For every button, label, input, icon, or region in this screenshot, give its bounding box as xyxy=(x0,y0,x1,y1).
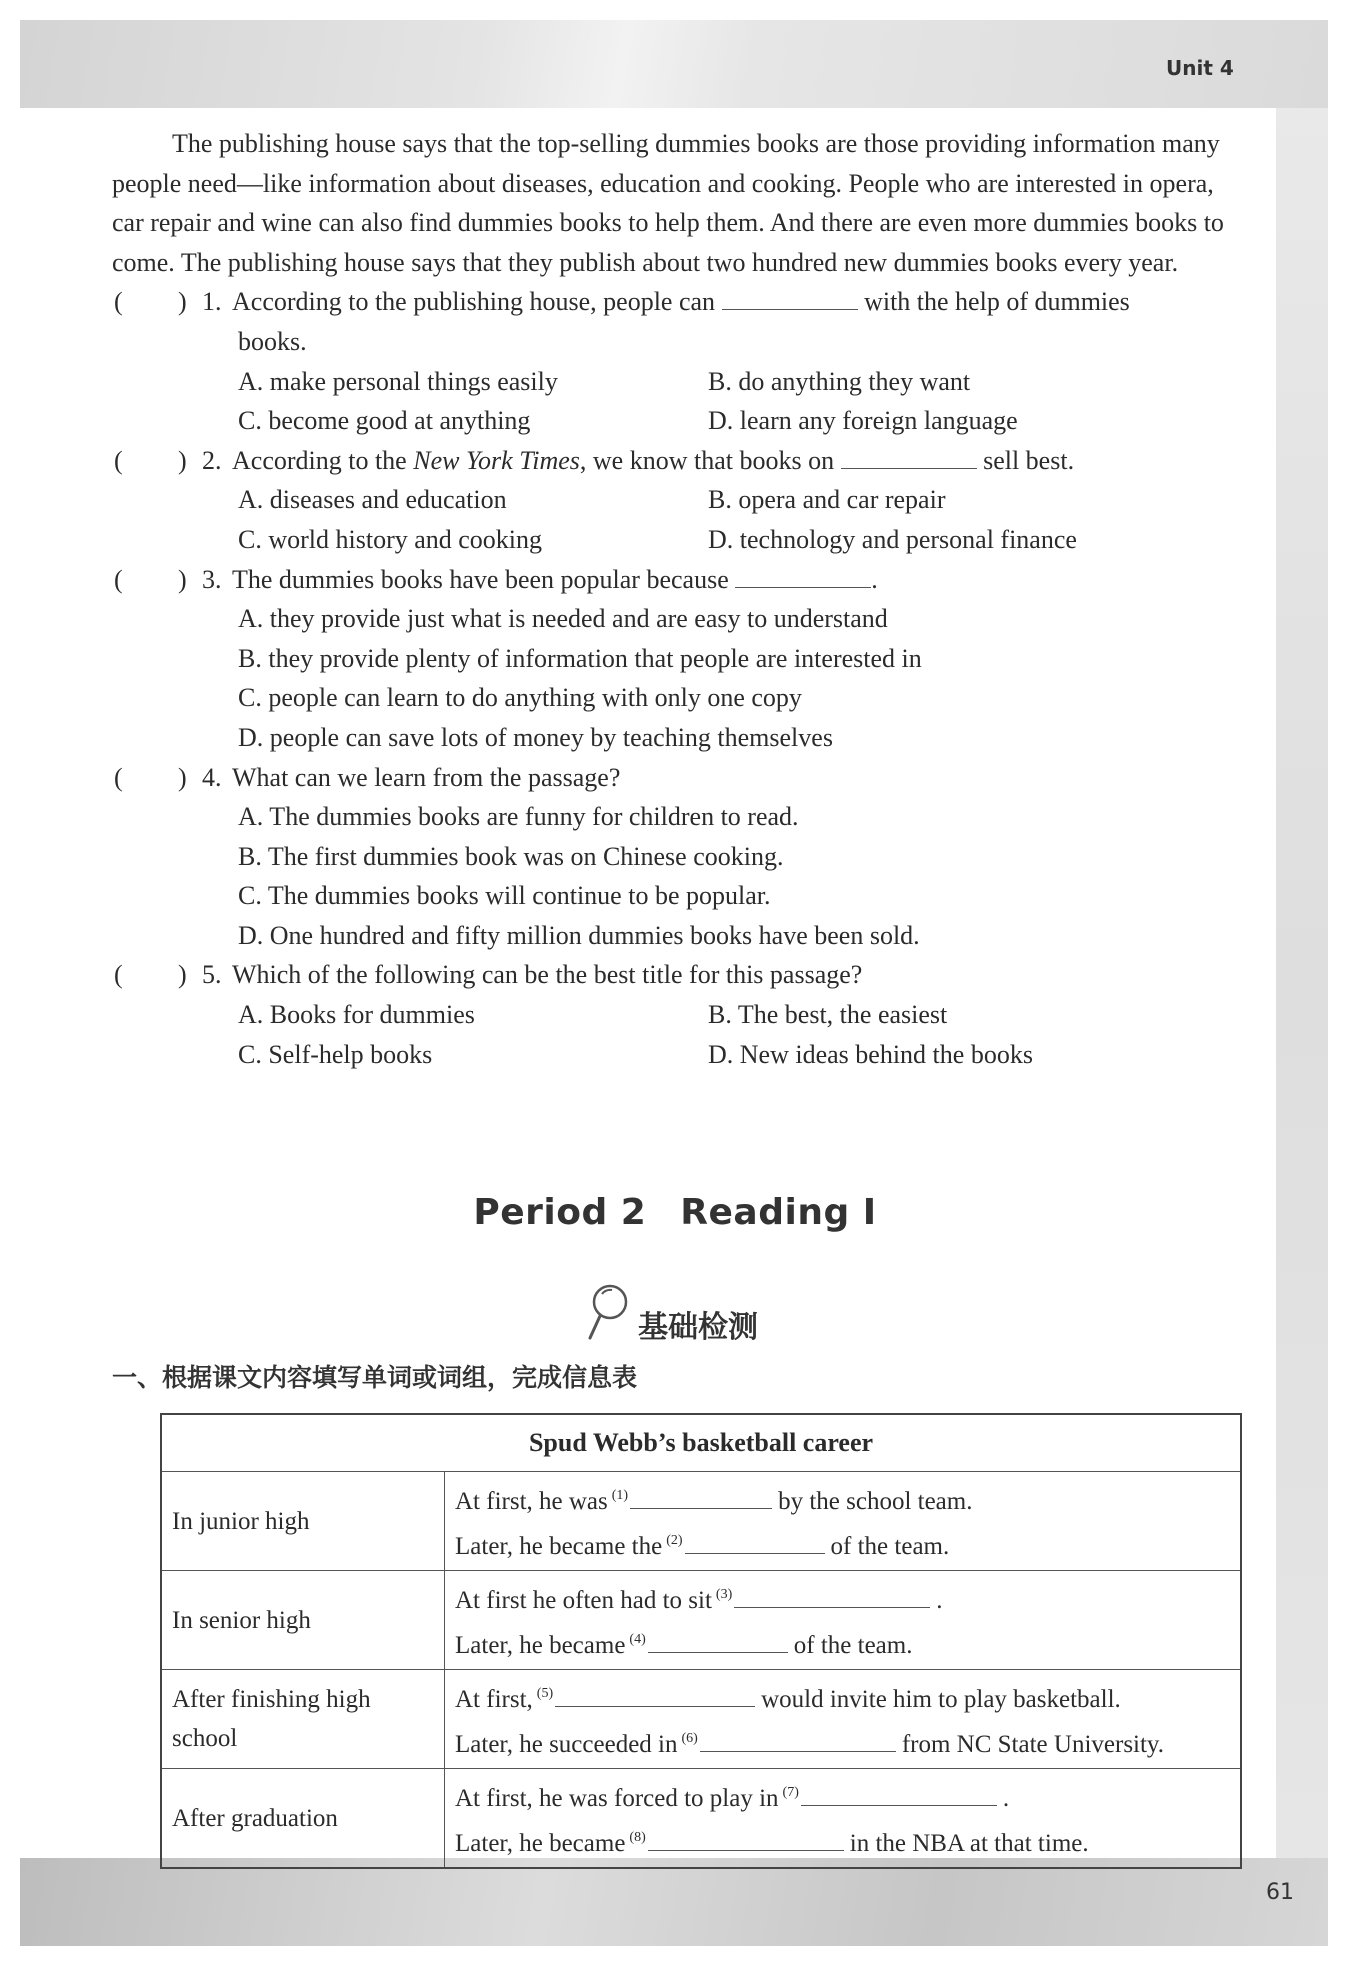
option-c: C. become good at anything xyxy=(238,406,531,436)
detail-cell xyxy=(445,1769,1242,1869)
magnifier-icon xyxy=(584,1282,630,1347)
question-number: 1. xyxy=(202,287,222,317)
option-c: C. world history and cooking xyxy=(238,524,543,554)
option-b: B. opera and car repair xyxy=(708,485,946,515)
option-a: A. Books for dummies xyxy=(238,1000,475,1030)
table-row xyxy=(161,1472,1241,1571)
answer-blank[interactable] xyxy=(841,444,977,469)
detail-cell xyxy=(445,1571,1242,1670)
detail-cell xyxy=(445,1472,1242,1571)
answer-paren-close: ) xyxy=(178,564,187,594)
answer-blank[interactable] xyxy=(555,1684,755,1707)
table-header-row xyxy=(161,1414,1241,1472)
answer-paren-close: ) xyxy=(178,445,187,475)
option-d: D. people can save lots of money by teaching themselves xyxy=(238,722,833,752)
stage-cell: In senior high xyxy=(161,1571,445,1670)
answer-paren-open: ( xyxy=(114,564,123,594)
answer-paren-close: ) xyxy=(178,960,187,990)
detail-line: Later, he became $^{(8)}$ in the NBA at that time. xyxy=(455,1830,1089,1857)
detail-line: Later, he succeeded in $^{(6)}$ from NC State University. xyxy=(455,1731,1165,1758)
detail-line: Later, he became $^{(4)}$ of the team. xyxy=(455,1632,913,1659)
options xyxy=(112,599,1242,757)
question-2 xyxy=(112,441,1242,560)
passage-paragraph: The publishing house says that the top-selling dummies books are those providing information many people need—like information about diseases, education and cooking. People who are interested in opera, car repair and wine can also find dummies books to help them. And there are even more dummies books to come. The publishing house says that they publish about two hundred new dummies books every year. xyxy=(112,129,1224,277)
period-title xyxy=(0,1192,1350,1233)
answer-blank[interactable] xyxy=(685,1531,825,1554)
answer-blank[interactable] xyxy=(648,1828,844,1851)
option-a: A. they provide just what is needed and are easy to understand xyxy=(238,604,888,634)
answer-blank[interactable] xyxy=(734,1585,930,1608)
answer-paren-open: ( xyxy=(114,287,123,317)
passage-section xyxy=(112,124,1242,1074)
period-subtitle: Reading I xyxy=(680,1192,877,1233)
option-b: B. The best, the easiest xyxy=(708,1000,948,1030)
detail-line: At first, he was forced to play in $^{(7)}$ . xyxy=(455,1785,1010,1812)
question-text: According to the publishing house, people can with the help of dummies xyxy=(232,287,1130,317)
option-b: B. The first dummies book was on Chinese cooking. xyxy=(238,841,784,871)
footer-band xyxy=(20,1858,1328,1946)
options xyxy=(112,797,1242,955)
question-4 xyxy=(112,758,1242,956)
unit-label: Unit 4 xyxy=(1166,56,1234,80)
answer-paren-open: ( xyxy=(114,960,123,990)
newspaper-title: New York Times xyxy=(413,445,580,475)
option-b: B. they provide plenty of information that people are interested in xyxy=(238,643,922,673)
answer-blank[interactable] xyxy=(648,1630,788,1653)
stage-cell: In junior high xyxy=(161,1472,445,1571)
stage-cell: After graduation xyxy=(161,1769,445,1869)
table-title: Spud Webb’s basketball career xyxy=(161,1414,1241,1472)
answer-blank[interactable] xyxy=(735,563,871,588)
question-text: Which of the following can be the best title for this passage? xyxy=(232,960,863,990)
question-number: 2. xyxy=(202,445,222,475)
exercise-instruction: 一、根据课文内容填写单词或词组，完成信息表 xyxy=(112,1363,638,1392)
option-a: A. diseases and education xyxy=(238,485,507,515)
period-label: Period 2 xyxy=(473,1192,647,1233)
question-text: What can we learn from the passage? xyxy=(232,762,621,792)
answer-paren-close: ) xyxy=(178,287,187,317)
option-a: A. make personal things easily xyxy=(238,366,558,396)
detail-line: At first, $^{(5)}$ would invite him to play basketball. xyxy=(455,1686,1121,1713)
page-number: 61 xyxy=(1266,1880,1294,1905)
question-text-continued: books. xyxy=(238,326,307,356)
option-d: D. New ideas behind the books xyxy=(708,1039,1033,1069)
option-c: C. The dummies books will continue to be popular. xyxy=(238,881,771,911)
answer-paren-close: ) xyxy=(178,762,187,792)
answer-blank[interactable] xyxy=(722,285,858,310)
question-1 xyxy=(112,282,1242,440)
option-d: D. learn any foreign language xyxy=(708,406,1018,436)
right-margin-strip xyxy=(1276,108,1328,1858)
options xyxy=(112,480,1242,559)
answer-paren-open: ( xyxy=(114,762,123,792)
section-heading xyxy=(584,1282,758,1347)
stage-cell: After finishing high school xyxy=(161,1670,445,1769)
detail-line: At first he often had to sit $^{(3)}$ . xyxy=(455,1587,943,1614)
option-d: D. technology and personal finance xyxy=(708,524,1077,554)
option-c: C. Self-help books xyxy=(238,1039,433,1069)
table-row xyxy=(161,1769,1241,1869)
question-5 xyxy=(112,955,1242,1074)
table-row xyxy=(161,1571,1241,1670)
answer-paren-open: ( xyxy=(114,445,123,475)
option-c: C. people can learn to do anything with only one copy xyxy=(238,683,802,713)
answer-blank[interactable] xyxy=(630,1486,772,1509)
option-d: D. One hundred and fifty million dummies books have been sold. xyxy=(238,920,920,950)
table-row xyxy=(161,1670,1241,1769)
question-number: 4. xyxy=(202,762,222,792)
detail-cell xyxy=(445,1670,1242,1769)
question-number: 3. xyxy=(202,564,222,594)
options xyxy=(112,995,1242,1074)
answer-blank[interactable] xyxy=(700,1729,896,1752)
career-table xyxy=(160,1413,1242,1869)
header-band xyxy=(20,20,1328,108)
question-text: According to the New York Times, we know that books on sell best. xyxy=(232,445,1075,475)
option-a: A. The dummies books are funny for children to read. xyxy=(238,802,799,832)
option-b: B. do anything they want xyxy=(708,366,971,396)
question-text: The dummies books have been popular because . xyxy=(232,564,878,594)
detail-line: At first, he was $^{(1)}$ by the school team. xyxy=(455,1488,973,1515)
detail-line: Later, he became the $^{(2)}$ of the team. xyxy=(455,1533,950,1560)
question-3 xyxy=(112,560,1242,758)
options xyxy=(112,362,1242,441)
section-label: 基础检测 xyxy=(638,1309,758,1345)
question-number: 5. xyxy=(202,960,222,990)
answer-blank[interactable] xyxy=(801,1783,997,1806)
